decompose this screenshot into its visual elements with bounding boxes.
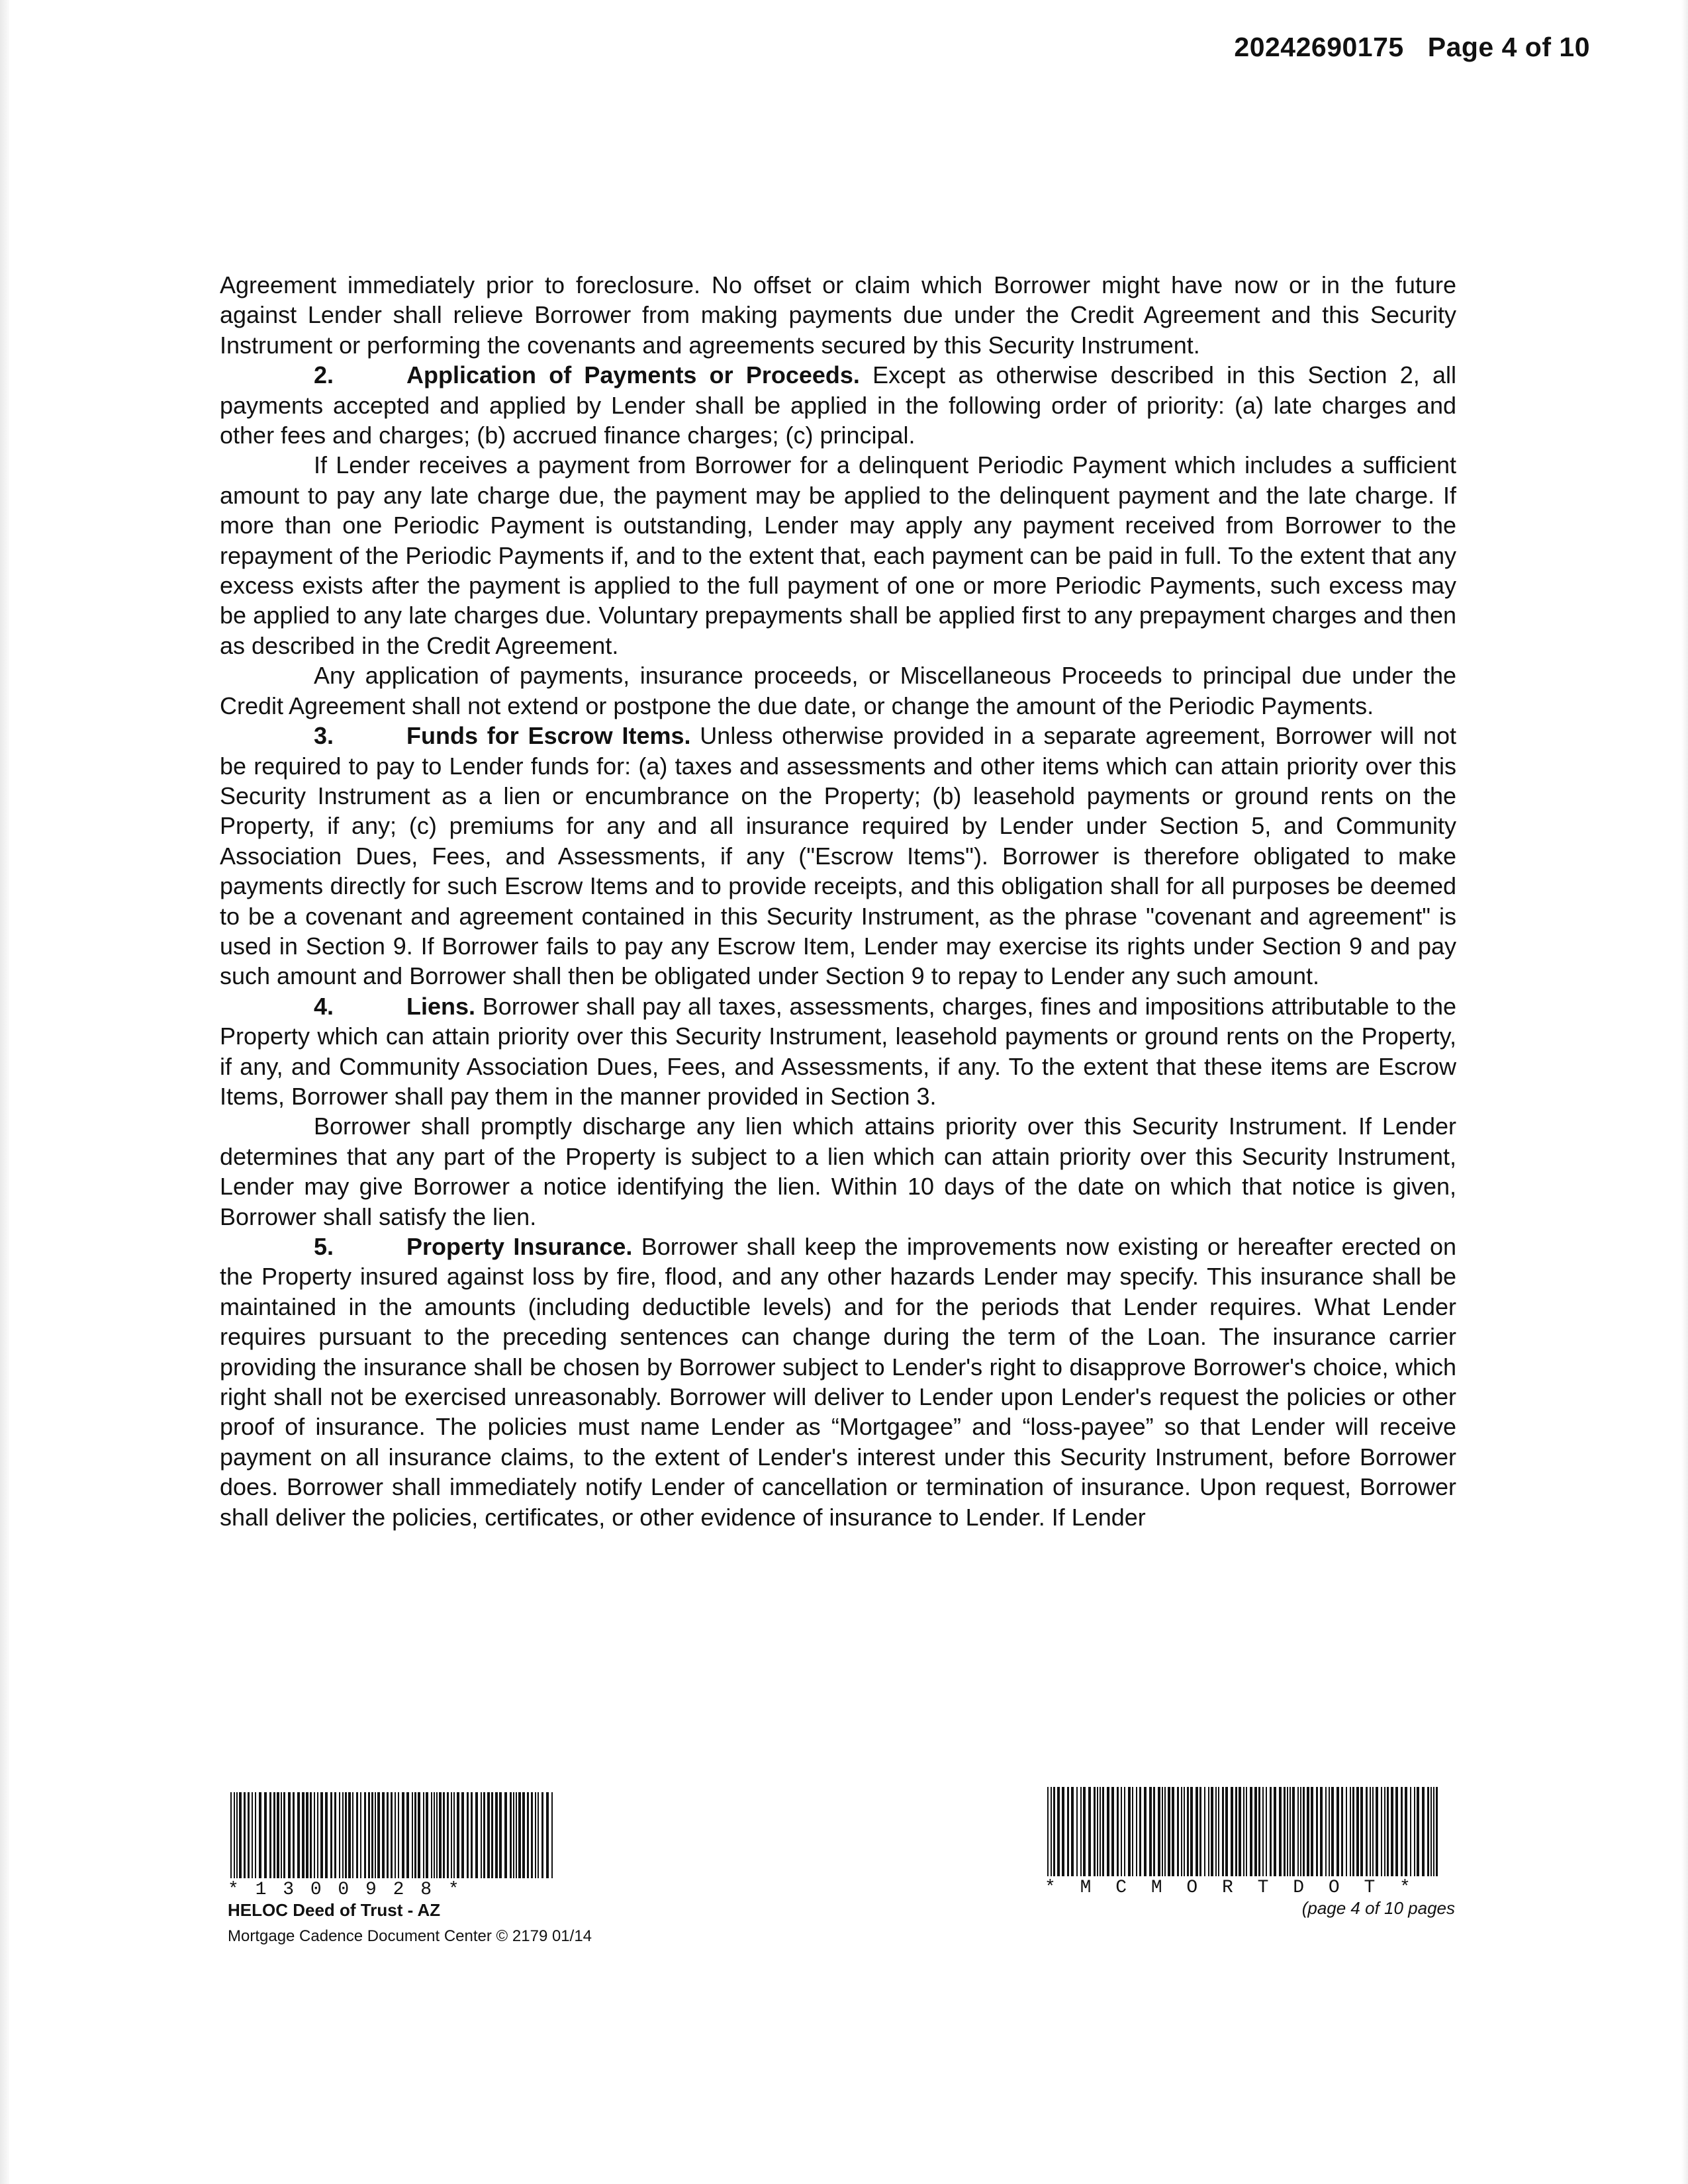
- barcode-bar: [334, 1792, 336, 1878]
- barcode-bar: [1102, 1787, 1104, 1876]
- barcode-bar: [277, 1792, 279, 1878]
- barcode-bar: [1235, 1787, 1237, 1876]
- right-barcode: [1045, 1787, 1442, 1876]
- barcode-bar: [541, 1792, 543, 1878]
- barcode-bar: [1162, 1787, 1163, 1876]
- barcode-bar: [1231, 1787, 1233, 1876]
- barcode-bar: [1144, 1787, 1147, 1876]
- barcode-bar: [281, 1792, 282, 1878]
- barcode-bar: [283, 1792, 285, 1878]
- barcode-bar: [499, 1792, 502, 1878]
- barcode-bar: [1258, 1787, 1260, 1876]
- barcode-bar: [248, 1792, 250, 1878]
- section-2-paragraph-3: Any application of payments, insurance proceeds, or Miscellaneous Proceeds to principal due under the Credit Agreement shall not extend or postpone the due date, or change the amount of the Periodic Payments.: [220, 662, 1456, 719]
- barcode-bar: [1184, 1787, 1185, 1876]
- barcode-bar: [391, 1792, 393, 1878]
- barcode-bar: [1181, 1787, 1182, 1876]
- barcode-bar: [467, 1792, 469, 1878]
- barcode-bar: [1250, 1787, 1252, 1876]
- barcode-bar: [236, 1792, 238, 1878]
- section-5-title: Property Insurance.: [406, 1233, 633, 1260]
- barcode-bar: [1139, 1787, 1141, 1876]
- barcode-bar: [1190, 1787, 1193, 1876]
- barcode-bar: [535, 1792, 536, 1878]
- barcode-bar: [297, 1792, 300, 1878]
- barcode-bar: [1168, 1787, 1170, 1876]
- barcode-bar: [1187, 1787, 1189, 1876]
- barcode-bar: [1316, 1787, 1318, 1876]
- barcode-bar: [1053, 1787, 1055, 1876]
- barcode-bar: [255, 1792, 256, 1878]
- barcode-bar: [538, 1792, 539, 1878]
- barcode-bar: [1346, 1787, 1347, 1876]
- barcode-bar: [1436, 1787, 1438, 1876]
- barcode-bar: [1121, 1787, 1122, 1876]
- barcode-bar: [342, 1792, 344, 1878]
- barcode-bar: [481, 1792, 482, 1878]
- barcode-bar: [1047, 1787, 1049, 1876]
- barcode-bar: [288, 1792, 291, 1878]
- barcode-bar: [293, 1792, 295, 1878]
- barcode-bar: [1320, 1787, 1323, 1876]
- barcode-bar: [1430, 1787, 1432, 1876]
- barcode-bar: [461, 1792, 464, 1878]
- barcode-bar: [412, 1792, 413, 1878]
- barcode-bar: [414, 1792, 416, 1878]
- barcode-bar: [1164, 1787, 1166, 1876]
- barcode-bar: [1254, 1787, 1257, 1876]
- barcode-bar: [439, 1792, 442, 1878]
- barcode-bar: [252, 1792, 253, 1878]
- barcode-bar: [1080, 1787, 1082, 1876]
- section-4-title: Liens.: [406, 992, 476, 1020]
- barcode-bar: [1311, 1787, 1313, 1876]
- barcode-bar: [1307, 1787, 1309, 1876]
- barcode-bar: [259, 1792, 261, 1878]
- barcode-bar: [406, 1792, 409, 1878]
- barcode-bar: [339, 1792, 340, 1878]
- barcode-bar: [1136, 1787, 1137, 1876]
- barcode-bar: [1331, 1787, 1334, 1876]
- barcode-bar: [1111, 1787, 1114, 1876]
- barcode-bar: [1297, 1787, 1299, 1876]
- barcode-bar: [1352, 1787, 1354, 1876]
- barcode-bar: [364, 1792, 366, 1878]
- barcode-bar: [1279, 1787, 1282, 1876]
- barcode-bar: [1199, 1787, 1201, 1876]
- barcode-bar: [1067, 1787, 1069, 1876]
- barcode-bar: [1391, 1787, 1393, 1876]
- barcode-bar: [1088, 1787, 1091, 1876]
- right-barcode-text: * M C M O R T D O T *: [1045, 1878, 1417, 1898]
- barcode-bar: [360, 1792, 361, 1878]
- section-3-number: 3.: [314, 722, 334, 750]
- barcode-bar: [264, 1792, 267, 1878]
- barcode-bar: [320, 1792, 323, 1878]
- barcode-bar: [273, 1792, 275, 1878]
- barcode-bar: [310, 1792, 312, 1878]
- barcode-bar: [1417, 1787, 1419, 1876]
- barcode-bar: [1292, 1787, 1295, 1876]
- barcode-bar: [522, 1792, 525, 1878]
- barcode-bar: [1303, 1787, 1305, 1876]
- barcode-bar: [1225, 1787, 1228, 1876]
- barcode-bar: [1427, 1787, 1429, 1876]
- section-2-text: Except as otherwise described in this Section 2, all payments accepted and applied by Lender shall be applied in the following order of priority: (a) late charges and other fees and charges; (b) accrued finance charges; (c) principal.: [220, 361, 1456, 449]
- barcode-bar: [447, 1792, 449, 1878]
- barcode-bar: [1097, 1787, 1098, 1876]
- barcode-bar: [487, 1792, 490, 1878]
- barcode-bar: [1239, 1787, 1241, 1876]
- barcode-bar: [495, 1792, 498, 1878]
- section-5-number: 5.: [314, 1233, 334, 1260]
- barcode-bar: [1222, 1787, 1224, 1876]
- barcode-bar: [457, 1792, 459, 1878]
- document-body: [220, 270, 1456, 1532]
- barcode-bar: [1094, 1787, 1096, 1876]
- page-label: Page 4 of 10: [1427, 32, 1590, 62]
- barcode-bar: [1405, 1787, 1407, 1876]
- section-3-text: Unless otherwise provided in a separate agreement, Borrower will not be required to pay to Lender funds for: (a) taxes and assessments and other items which can attain priority over this Security Instrument as a lien or encumbrance on the Property; (b) leasehold payments or ground rents on the Property, if any; (c) premiums for any and all insurance required by Lender under Section 5, and Community Association Dues, Fees, and Assessments, if any ("Escrow Items"). Borrower is therefore obligated to make payments directly for such Escrow Items and to provide receipts, and this obligation shall for all purposes be deemed to be a covenant and agreement contained in this Security Instrument, as the phrase "covenant and agreement" is used in Section 9. If Borrower fails to pay any Escrow Item, Lender may exercise its rights under Section 9 and pay such amount and Borrower shall then be obligated under Section 9 to repay to Lender any such amount.: [220, 722, 1456, 990]
- barcode-bar: [516, 1792, 517, 1878]
- barcode-bar: [1287, 1787, 1288, 1876]
- barcode-bar: [1211, 1787, 1213, 1876]
- barcode-bar: [314, 1792, 315, 1878]
- section-2-paragraph-2: If Lender receives a payment from Borrower for a delinquent Periodic Payment which includes a sufficient amount to pay any late charge due, the payment may be applied to the delinquent payment and the late charge. If more than one Periodic Payment is outstanding, Lender may apply any payment received from Borrower to the repayment of the Periodic Payments if, and to the extent that, each payment can be paid in full. To the extent that any excess exists after the payment is applied to the full payment of one or more Periodic Payments, such excess may be applied to any late charges due. Voluntary prepayments shall be applied first to any prepayment charges and then as described in the Credit Agreement.: [220, 451, 1456, 659]
- barcode-bar: [1360, 1787, 1363, 1876]
- barcode-bar: [513, 1792, 514, 1878]
- barcode-bar: [1051, 1787, 1052, 1876]
- barcode-bar: [1401, 1787, 1403, 1876]
- barcode-bar: [1149, 1787, 1152, 1876]
- barcode-bar: [1246, 1787, 1247, 1876]
- scan-edge-left: [0, 0, 9, 2184]
- barcode-bar: [1370, 1787, 1371, 1876]
- barcode-bar: [306, 1792, 308, 1878]
- barcode-bar: [431, 1792, 432, 1878]
- barcode-bar: [398, 1792, 399, 1878]
- section-5-paragraph: [220, 1232, 1456, 1532]
- page-of-pages: (page 4 of 10 pages: [1301, 1898, 1455, 1918]
- barcode-bar: [371, 1792, 373, 1878]
- barcode-bar: [1329, 1787, 1330, 1876]
- form-source: Mortgage Cadence Document Center © 2179 01/14: [228, 1927, 592, 1945]
- barcode-bar: [451, 1792, 452, 1878]
- footer-right: [1045, 1787, 1481, 1919]
- barcode-bar: [1366, 1787, 1368, 1876]
- barcode-bar: [1284, 1787, 1286, 1876]
- barcode-bar: [302, 1792, 305, 1878]
- section-5-text: Borrower shall keep the improvements now existing or hereafter erected on the Property insured against loss by fire, flood, and any other hazards Lender may specify. This insurance shall be maintained in the amounts (including deductible levels) and for the periods that Lender requires. What Lender requires pursuant to the preceding sentences can change during the term of the Loan. The insurance carrier providing the insurance shall be chosen by Borrower subject to Lender's right to disapprove Borrower's choice, which right shall not be exercised unreasonably. Borrower will deliver to Lender upon Lender's request the policies or other proof of insurance. The policies must name Lender as “Mortgagee” and “loss-payee” so that Lender will receive payment on all insurance claims, to the extent of Lender's interest under this Security Instrument, before Borrower does. Borrower shall immediately notify Lender of cancellation or termination of insurance. Upon request, Borrower shall deliver the policies, certificates, or other evidence of insurance to Lender. If Lender: [220, 1233, 1456, 1531]
- barcode-bar: [434, 1792, 435, 1878]
- barcode-bar: [1158, 1787, 1160, 1876]
- barcode-bar: [325, 1792, 328, 1878]
- barcode-bar: [1376, 1787, 1378, 1876]
- barcode-bar: [1381, 1787, 1382, 1876]
- barcode-bar: [1128, 1787, 1131, 1876]
- barcode-bar: [1372, 1787, 1374, 1876]
- barcode-bar: [1243, 1787, 1244, 1876]
- barcode-bar: [426, 1792, 428, 1878]
- barcode-bar: [1262, 1787, 1264, 1876]
- barcode-bar: [1204, 1787, 1205, 1876]
- barcode-bar: [234, 1792, 235, 1878]
- form-title: HELOC Deed of Trust - AZ: [228, 1900, 441, 1920]
- recording-header: [1234, 32, 1590, 63]
- barcode-bar: [423, 1792, 424, 1878]
- scan-edge-right: [1681, 0, 1688, 2184]
- barcode-bar: [527, 1792, 529, 1878]
- barcode-bar: [1384, 1787, 1385, 1876]
- barcode-bar: [1350, 1787, 1351, 1876]
- barcode-bar: [269, 1792, 271, 1878]
- barcode-bar: [244, 1792, 246, 1878]
- barcode-bar: [1341, 1787, 1343, 1876]
- barcode-bar: [1218, 1787, 1219, 1876]
- barcode-bar: [1076, 1787, 1078, 1876]
- barcode-bar: [330, 1792, 332, 1878]
- barcode-bar: [1062, 1787, 1064, 1876]
- barcode-bar: [239, 1792, 242, 1878]
- barcode-bar: [531, 1792, 533, 1878]
- barcode-bar: [504, 1792, 507, 1878]
- barcode-bar: [1356, 1787, 1359, 1876]
- barcode-bar: [1117, 1787, 1119, 1876]
- barcode-bar: [377, 1792, 380, 1878]
- barcode-bar: [1410, 1787, 1411, 1876]
- barcode-bar: [402, 1792, 404, 1878]
- barcode-bar: [491, 1792, 493, 1878]
- section-4-paragraph: [220, 991, 1456, 1112]
- barcode-bar: [1124, 1787, 1125, 1876]
- barcode-bar: [1215, 1787, 1217, 1876]
- barcode-bar: [375, 1792, 376, 1878]
- section-2-title: Application of Payments or Proceeds.: [406, 361, 860, 389]
- barcode-bar: [1196, 1787, 1198, 1876]
- barcode-bar: [1387, 1787, 1389, 1876]
- barcode-bar: [387, 1792, 389, 1878]
- barcode-bar: [1336, 1787, 1339, 1876]
- section-4-number: 4.: [314, 992, 334, 1020]
- barcode-bar: [1100, 1787, 1101, 1876]
- barcode-bar: [546, 1792, 549, 1878]
- barcode-bar: [356, 1792, 358, 1878]
- section-4-text: Borrower shall pay all taxes, assessments, charges, fines and impositions attributable to the Property which can attain priority over this Security Instrument, leasehold payments or ground rents on the Property, if any, and Community Association Dues, Fees, and Assessments, if any. To the extent that these items are Escrow Items, Borrower shall pay them in the manner provided in Section 3.: [220, 992, 1456, 1110]
- barcode-bar: [1289, 1787, 1291, 1876]
- barcode-bar: [1414, 1787, 1415, 1876]
- barcode-bar: [1057, 1787, 1060, 1876]
- barcode-bar: [1274, 1787, 1276, 1876]
- section-4-paragraph-2: Borrower shall promptly discharge any lien which attains priority over this Security Instrument. If Lender determines that any part of the Property is subject to a lien which can attain priority over this Security Instrument, Lender may give Borrower a notice identifying the lien. Within 10 days of the date on which that notice is given, Borrower shall satisfy the lien.: [220, 1113, 1456, 1230]
- barcode-bar: [483, 1792, 485, 1878]
- barcode-bar: [1177, 1787, 1179, 1876]
- barcode-bar: [1433, 1787, 1434, 1876]
- barcode-bar: [418, 1792, 420, 1878]
- barcode-bar: [1153, 1787, 1155, 1876]
- footer-left: [228, 1792, 625, 1946]
- barcode-bar: [317, 1792, 318, 1878]
- barcode-bar: [518, 1792, 521, 1878]
- barcode-bar: [1132, 1787, 1133, 1876]
- barcode-bar: [1071, 1787, 1074, 1876]
- barcode-bar: [345, 1792, 347, 1878]
- barcode-bar: [1325, 1787, 1327, 1876]
- barcode-bar: [1083, 1787, 1086, 1876]
- barcode-bar: [436, 1792, 438, 1878]
- section-3-paragraph: [220, 721, 1456, 991]
- barcode-bar: [1300, 1787, 1301, 1876]
- barcode-bar: [1107, 1787, 1109, 1876]
- barcode-bar: [1266, 1787, 1267, 1876]
- continuation-paragraph: Agreement immediately prior to foreclosure. No offset or claim which Borrower might have now or in the future against Lender shall relieve Borrower from making payments due under the Credit Agreement and this Security Instrument or performing the covenants and agreements secured by this Security Instrument.: [220, 271, 1456, 359]
- barcode-bar: [1395, 1787, 1398, 1876]
- barcode-bar: [1172, 1787, 1174, 1876]
- barcode-bar: [368, 1792, 370, 1878]
- left-barcode: [228, 1792, 559, 1878]
- barcode-bar: [395, 1792, 396, 1878]
- barcode-bar: [1422, 1787, 1425, 1876]
- barcode-bar: [382, 1792, 385, 1878]
- section-2-number: 2.: [314, 361, 334, 389]
- barcode-bar: [348, 1792, 351, 1878]
- barcode-bar: [443, 1792, 445, 1878]
- barcode-bar: [475, 1792, 478, 1878]
- barcode-bar: [471, 1792, 473, 1878]
- barcode-bar: [453, 1792, 455, 1878]
- barcode-bar: [1270, 1787, 1272, 1876]
- barcode-bar: [352, 1792, 353, 1878]
- barcode-bar: [551, 1792, 553, 1878]
- recording-number: 20242690175: [1234, 32, 1404, 62]
- barcode-bar: [230, 1792, 232, 1878]
- left-barcode-text: * 1 3 0 0 9 2 8 *: [228, 1880, 462, 1900]
- barcode-bar: [1208, 1787, 1209, 1876]
- barcode-bar: [510, 1792, 512, 1878]
- section-2-paragraph: [220, 360, 1456, 450]
- section-3-title: Funds for Escrow Items.: [406, 722, 691, 750]
